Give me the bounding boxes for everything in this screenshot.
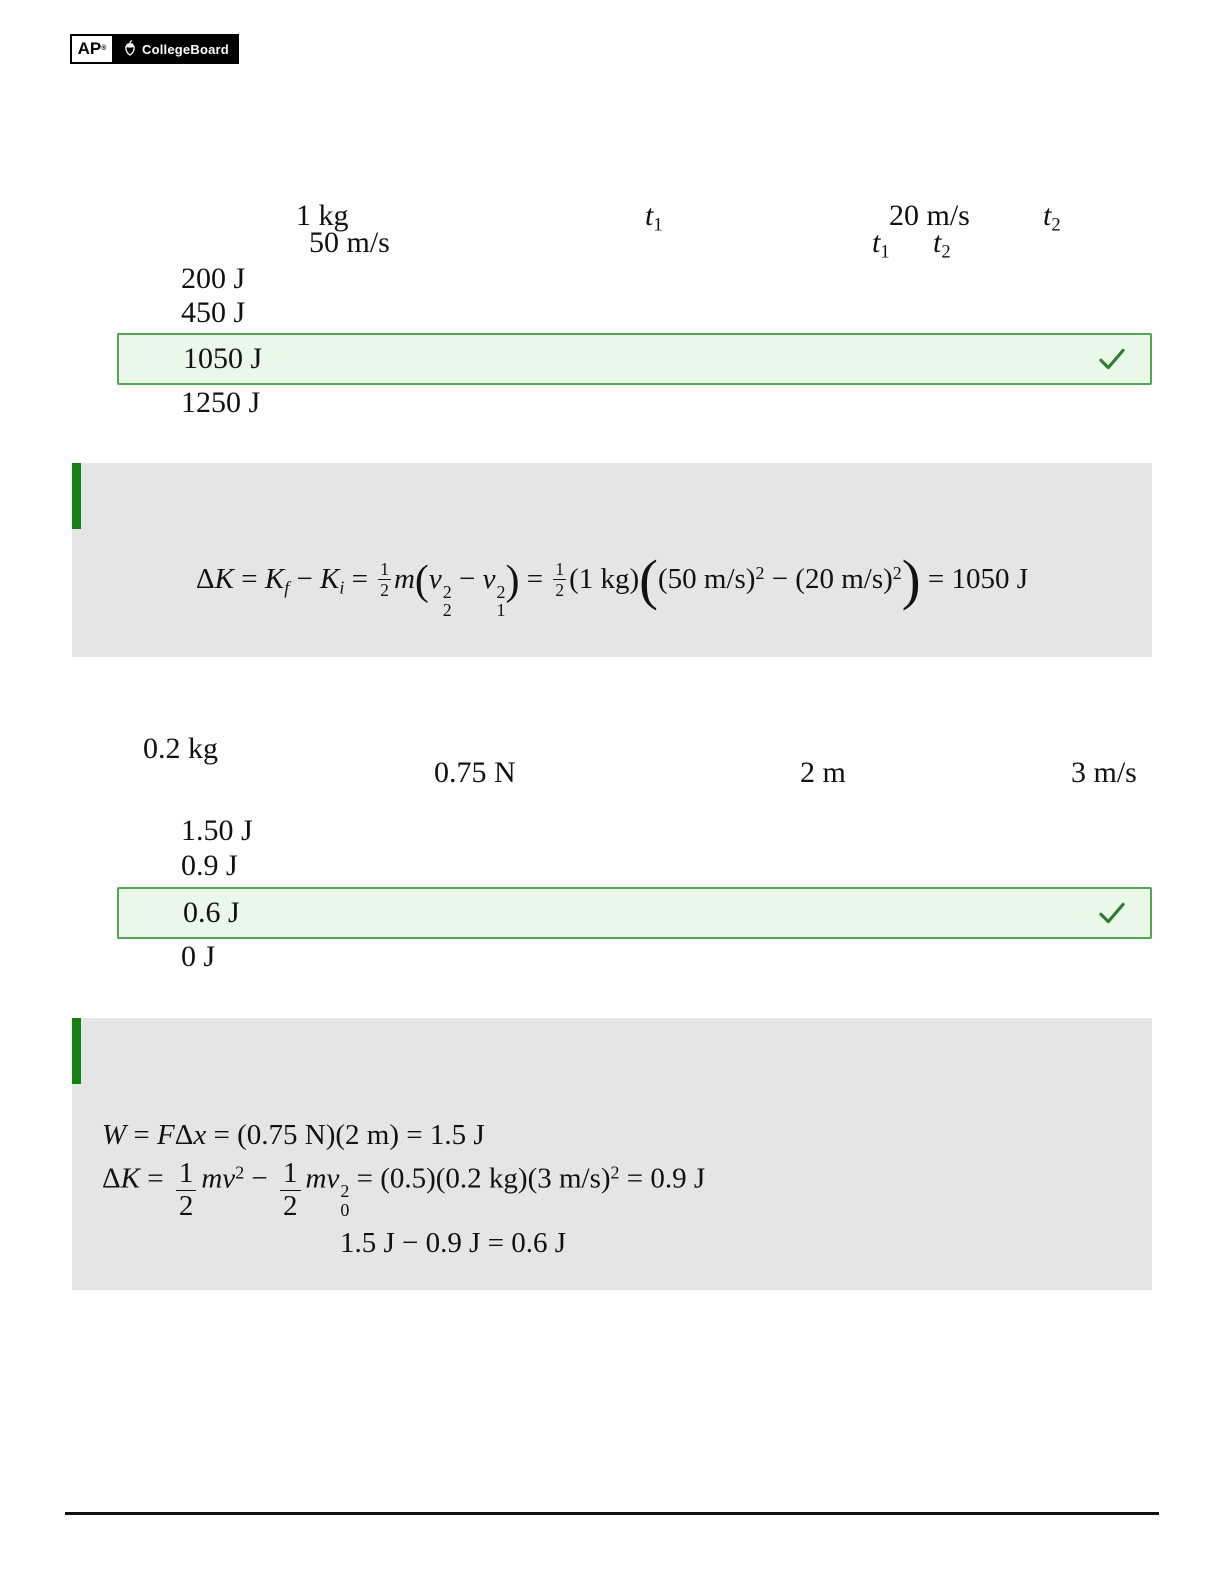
option-label: 200 J bbox=[181, 262, 246, 295]
time-variable: t bbox=[933, 226, 942, 259]
q2-kinetic-energy-equation: ΔK = $\frac{1}{2}$ $mv^2$ − $\frac{1}{2}$ mv 2 0 = (0.5)(0.2 kg)(3 m/s)$^2$ = 0.9 J bbox=[102, 1157, 706, 1222]
time-subscript: 1 bbox=[653, 214, 663, 236]
q1-final-speed-fragment: 50 m/s bbox=[309, 226, 390, 259]
q2-force-fragment: 0.75 N bbox=[434, 756, 516, 789]
ap-collegeboard-logo bbox=[70, 34, 239, 64]
q1-mass-fragment: 1 kg bbox=[296, 199, 349, 232]
time-variable: t bbox=[872, 226, 881, 259]
q1-time2-fragment-b bbox=[933, 226, 951, 263]
time-subscript: 2 bbox=[1051, 214, 1061, 236]
q2-result-equation: 1.5 J − 0.9 J = 0.6 J bbox=[340, 1227, 567, 1259]
time-subscript: 2 bbox=[941, 241, 951, 263]
q2-work-equation: W = FΔx = (0.75 N)(2 m) = 1.5 J bbox=[102, 1119, 485, 1151]
q2-option-b[interactable] bbox=[117, 849, 1152, 883]
q1-time2-fragment bbox=[1043, 199, 1061, 236]
collegeboard-wordmark: CollegeBoard bbox=[142, 41, 229, 57]
collegeboard-acorn-icon bbox=[123, 40, 137, 58]
correct-check-icon bbox=[1096, 897, 1128, 929]
q2-distance-fragment: 2 m bbox=[800, 756, 846, 789]
option-label: 1.50 J bbox=[181, 814, 253, 847]
footer-divider bbox=[65, 1512, 1159, 1515]
q1-solution-equation: $\Delta K = K_f - K_i$ = $\frac{1}{2}$ m(v 2 2 − v 2 1 ) = $\frac{1}{2}$ (1 kg)((50 m/s)$^2$ − (20 m/s)$^2$) = 1050 J bbox=[195, 549, 1028, 621]
q2-option-c-correct[interactable] bbox=[117, 887, 1152, 939]
option-label: 0.6 J bbox=[183, 896, 240, 929]
q1-option-b[interactable] bbox=[117, 296, 1152, 330]
q2-option-a[interactable] bbox=[117, 814, 1152, 848]
time-variable: t bbox=[645, 199, 654, 232]
q1-solution-box bbox=[72, 463, 1152, 657]
time-subscript: 1 bbox=[880, 241, 890, 263]
option-label: 0 J bbox=[181, 940, 216, 973]
q1-initial-speed-fragment: 20 m/s bbox=[889, 199, 970, 232]
option-label: 1250 J bbox=[181, 386, 261, 419]
q1-option-d[interactable] bbox=[117, 386, 1152, 420]
q1-time1-fragment-b bbox=[872, 226, 890, 263]
ap-logo-text: AP bbox=[77, 39, 102, 58]
option-label: 1050 J bbox=[183, 342, 263, 375]
ap-logo-badge: AP ® bbox=[70, 34, 114, 64]
q2-mass-fragment: 0.2 kg bbox=[143, 732, 218, 765]
q1-time1-fragment bbox=[645, 199, 663, 236]
solution-accent-bar bbox=[72, 463, 81, 529]
q2-solution-box bbox=[72, 1018, 1152, 1290]
option-label: 450 J bbox=[181, 296, 246, 329]
q2-speed-fragment: 3 m/s bbox=[1071, 756, 1137, 789]
q2-option-d[interactable] bbox=[117, 940, 1152, 974]
option-label: 0.9 J bbox=[181, 849, 238, 882]
correct-check-icon bbox=[1096, 343, 1128, 375]
time-variable: t bbox=[1043, 199, 1052, 232]
q1-option-c-correct[interactable] bbox=[117, 333, 1152, 385]
q1-option-a[interactable] bbox=[117, 262, 1152, 296]
solution-accent-bar bbox=[72, 1018, 81, 1084]
